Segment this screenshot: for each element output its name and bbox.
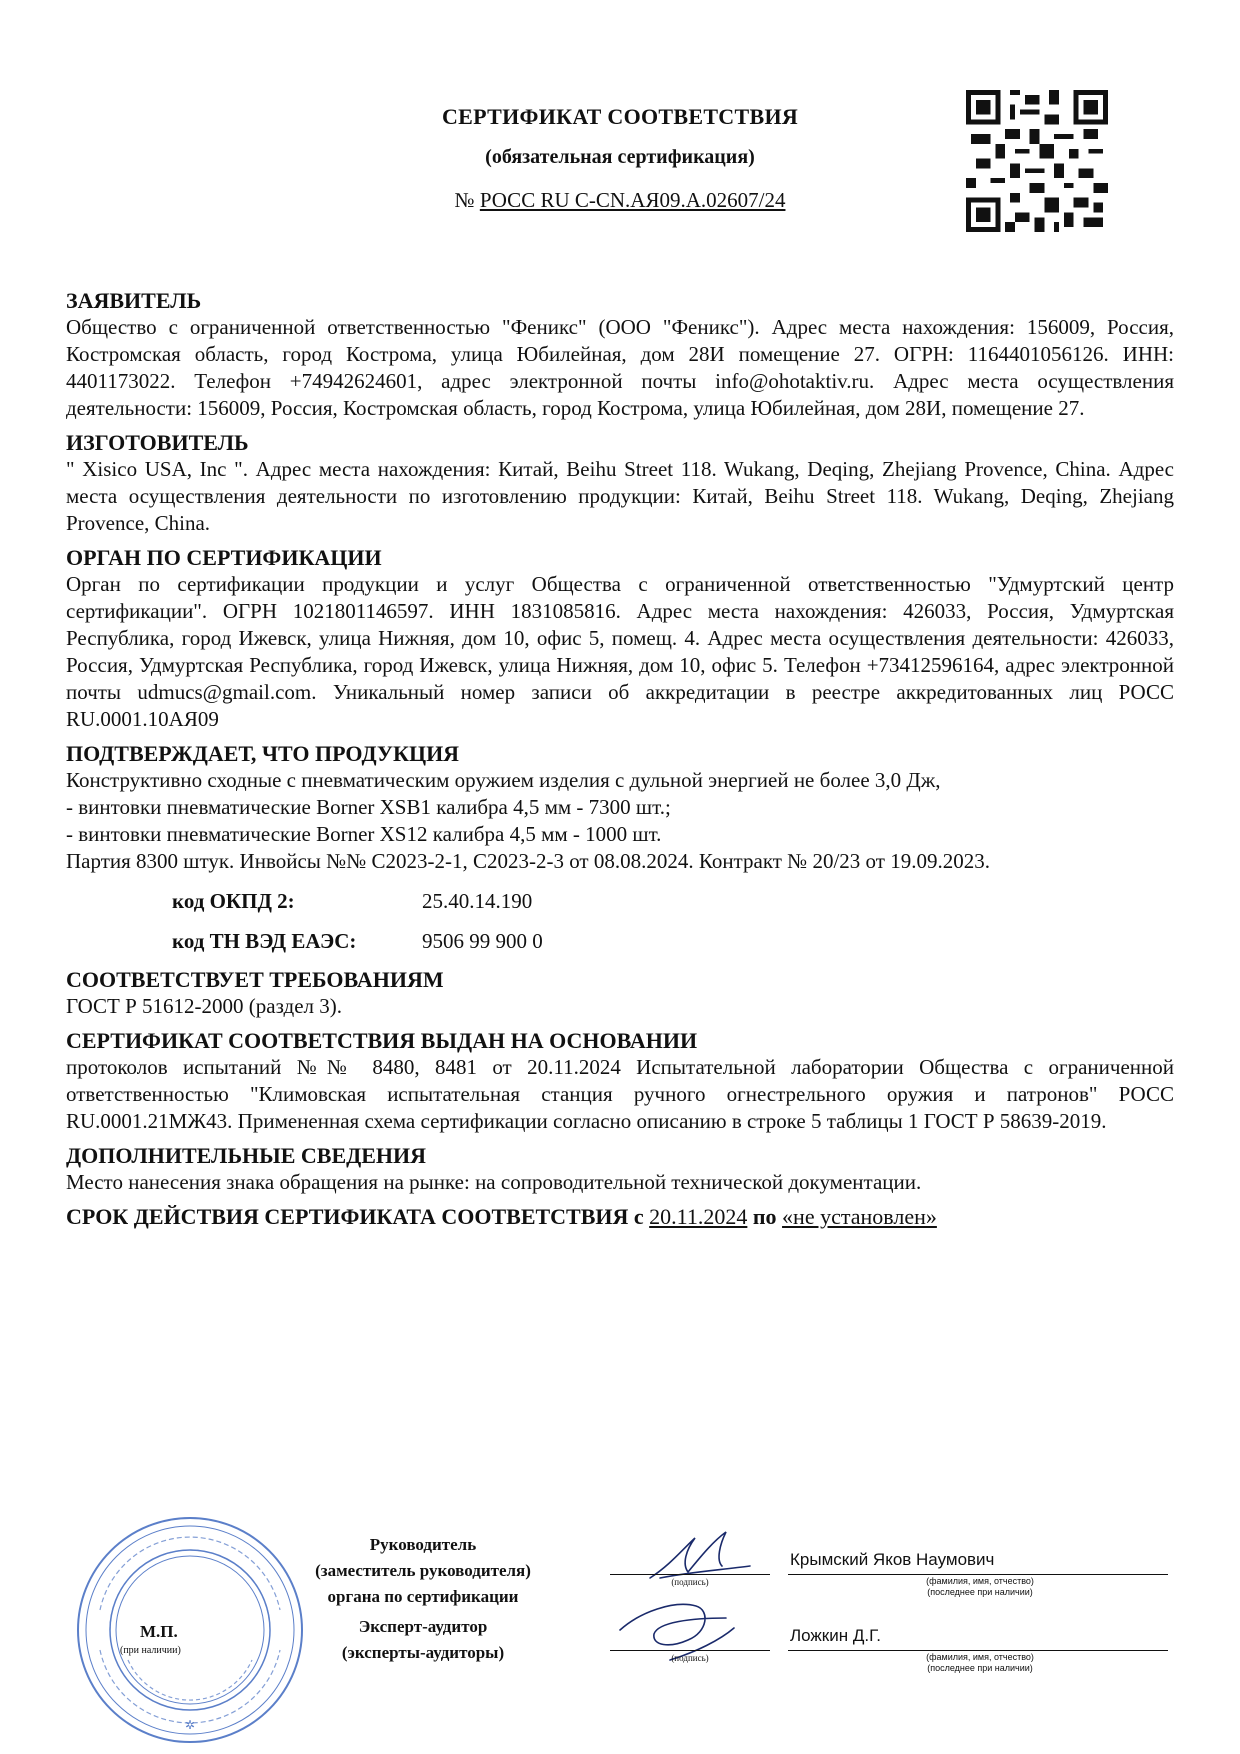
additional-heading: ДОПОЛНИТЕЛЬНЫЕ СВЕДЕНИЯ bbox=[66, 1143, 427, 1168]
head-name: Крымский Яков Наумович bbox=[790, 1550, 995, 1569]
certificate-number bbox=[380, 188, 860, 213]
product-codes bbox=[172, 887, 1174, 955]
head-name-line bbox=[788, 1574, 1168, 1575]
head-name-caption bbox=[880, 1576, 1080, 1598]
product-heading: ПОДТВЕРЖДАЕТ, ЧТО ПРОДУКЦИЯ bbox=[66, 741, 460, 766]
validity-to: «не установлен» bbox=[782, 1204, 937, 1229]
product-line: - винтовки пневматические Borner XSB1 калибра 4,5 мм - 7300 шт.; bbox=[66, 795, 671, 819]
validity-from: 20.11.2024 bbox=[649, 1204, 748, 1229]
name-caption-line: (последнее при наличии) bbox=[927, 1663, 1033, 1673]
manufacturer-heading: ИЗГОТОВИТЕЛЬ bbox=[66, 430, 249, 455]
head-signature-caption: (подпись) bbox=[671, 1577, 709, 1587]
validity-mid: по bbox=[752, 1204, 777, 1229]
document-subtitle: (обязательная сертификация) bbox=[485, 146, 755, 168]
number-value: РОСС RU C-CN.АЯ09.А.02607/24 bbox=[479, 188, 786, 212]
head-role-line: органа по сертификации bbox=[327, 1587, 519, 1606]
stamp-note: (при наличии) bbox=[120, 1645, 181, 1656]
expert-role-line: Эксперт-аудитор bbox=[358, 1617, 488, 1636]
validity-label: СРОК ДЕЙСТВИЯ СЕРТИФИКАТА СООТВЕТСТВИЯ с bbox=[66, 1204, 644, 1229]
seal-stamp-icon bbox=[70, 1510, 310, 1750]
name-caption-line: (фамилия, имя, отчество) bbox=[926, 1652, 1034, 1662]
name-caption-line: (последнее при наличии) bbox=[927, 1587, 1033, 1597]
name-caption-line: (фамилия, имя, отчество) bbox=[926, 1576, 1034, 1586]
expert-name-caption bbox=[880, 1652, 1080, 1674]
basis-text: протоколов испытаний №№ 8480, 8481 от 20.11.2024 Испытательной лаборатории Общества с ограниченной ответственностью "Климовская испытательная станция ручного огнестрельного оружия и патронов" РОСС RU.0001.21МЖ43. Примененная схема сертификации согласно описанию в строке 5 таблицы 1 ГОСТ Р 58639-2019. bbox=[66, 1055, 1174, 1133]
expert-role bbox=[288, 1614, 558, 1666]
certificate-body bbox=[66, 288, 1174, 1230]
product-line: Партия 8300 штук. Инвойсы №№ С2023-2-1, С2023-2-3 от 08.08.2024. Контракт № 20/23 от 19.09.2023. bbox=[66, 849, 990, 873]
svg-text:✲: ✲ bbox=[184, 1718, 196, 1732]
validity-line bbox=[66, 1204, 1174, 1230]
tnved-row bbox=[172, 927, 1174, 955]
cert-body-heading: ОРГАН ПО СЕРТИФИКАЦИИ bbox=[66, 545, 382, 570]
applicant-text: Общество с ограниченной ответственностью "Феникс" (ООО "Феникс"). Адрес места нахождения: 156009, Россия, Костромская область, город Кострома, улица Юбилейная, дом 28И помещение 27. ОГРН: 1164401056126. ИНН: 4401173022. Телефон +74942624601, адрес электронной почты info@ohotaktiv.ru. Адрес места осуществления деятельности: 156009, Россия, Костромская область, город Кострома, улица Юбилейная, дом 28И, помещение 27. bbox=[66, 315, 1174, 420]
product-line: - винтовки пневматические Borner XS12 калибра 4,5 мм - 1000 шт. bbox=[66, 822, 662, 846]
applicant-heading: ЗАЯВИТЕЛЬ bbox=[66, 288, 202, 313]
expert-name: Ложкин Д.Г. bbox=[790, 1626, 881, 1645]
head-signature-line bbox=[610, 1574, 770, 1575]
product-line: Конструктивно сходные с пневматическим оружием изделия с дульной энергией не более 3,0 Дж, bbox=[66, 768, 941, 792]
expert-role-line: (эксперты-аудиторы) bbox=[341, 1643, 505, 1662]
expert-name-line bbox=[788, 1650, 1168, 1651]
requirements-text: ГОСТ Р 51612-2000 (раздел 3). bbox=[66, 994, 343, 1018]
manufacturer-text: " Xisico USA, Inc ". Адрес места нахождения: Китай, Beihu Street 118. Wukang, Deqing, Zhejiang Provence, China. Адрес места осуществления деятельности по изготовлению продукции: Китай, Beihu Street 118. Wukang, Deqing, Zhejiang Provence, China. bbox=[66, 457, 1174, 535]
requirements-heading: СООТВЕТСТВУЕТ ТРЕБОВАНИЯМ bbox=[66, 967, 444, 992]
additional-text: Место нанесения знака обращения на рынке: на сопроводительной технической документации. bbox=[66, 1170, 922, 1194]
product-lines bbox=[66, 767, 1174, 875]
qr-code-icon bbox=[966, 90, 1108, 232]
okpd-value: 25.40.14.190 bbox=[422, 889, 533, 913]
cert-body-text: Орган по сертификации продукции и услуг Общества с ограниченной ответственностью "Удмуртский центр сертификации". ОГРН 1021801146597. ИНН 1831085816. Адрес места нахождения: 426033, Россия, Удмуртская Республика, город Ижевск, улица Нижняя, дом 10, офис 5, помещ. 4. Адрес места осуществления деятельности: 426033, Россия, Удмуртская Республика, город Ижевск, улица Нижняя, дом 10, офис 5. Телефон +73412596164, адрес электронной почты udmucs@gmail.com. Уникальный номер записи об аккредитации в реестре аккредитованных лиц РОСС RU.0001.10АЯ09 bbox=[66, 572, 1174, 731]
head-role-line: (заместитель руководителя) bbox=[315, 1561, 531, 1580]
basis-heading: СЕРТИФИКАТ СООТВЕТСТВИЯ ВЫДАН НА ОСНОВАНИИ bbox=[66, 1028, 698, 1053]
stamp-placeholder: М.П. bbox=[140, 1622, 178, 1641]
expert-signature-caption: (подпись) bbox=[671, 1653, 709, 1663]
okpd-row bbox=[172, 887, 1174, 915]
number-prefix: № bbox=[454, 188, 475, 212]
tnved-label: код ТН ВЭД ЕАЭС: bbox=[172, 929, 357, 953]
head-role-line: Руководитель bbox=[369, 1535, 477, 1554]
okpd-label: код ОКПД 2: bbox=[172, 889, 295, 913]
tnved-value: 9506 99 900 0 bbox=[422, 929, 543, 953]
head-role bbox=[288, 1532, 558, 1610]
expert-signature-line bbox=[610, 1650, 770, 1651]
document-title: СЕРТИФИКАТ СООТВЕТСТВИЯ bbox=[441, 104, 799, 129]
